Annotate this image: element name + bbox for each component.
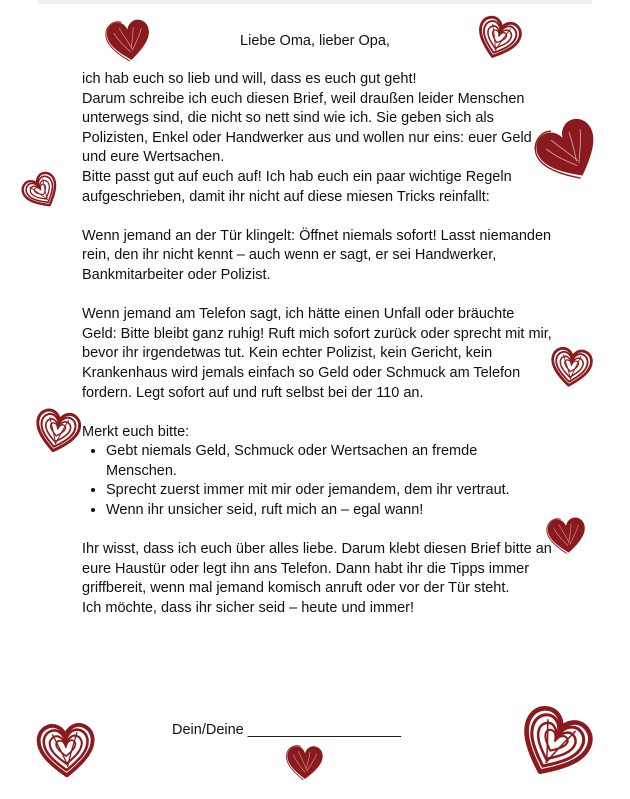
greeting: Liebe Oma, lieber Opa, [240, 33, 390, 49]
signature-line: Dein/Deine ___________________ [172, 722, 401, 738]
closing-line: Ich möchte, dass ihr sicher seid – heute und immer! [82, 600, 415, 617]
list-item: • Gebt niemals Geld, Schmuck oder Wertsachen an fremde Menschen. [106, 442, 552, 481]
heart-doodle-icon [545, 341, 597, 395]
intro-paragraph: ich hab euch so lieb und will, dass es euch gut geht! [82, 71, 417, 87]
heart-doodle-icon [282, 742, 328, 784]
list-item: • Sprecht zuerst immer mit mir oder jemandem, dem ihr vertraut. [106, 481, 552, 501]
heart-doodle-icon [33, 717, 99, 785]
remember-heading: Merkt euch bitte: [82, 423, 190, 440]
letter-body [82, 70, 552, 619]
intro-paragraph: Darum schreibe ich euch diesen Brief, weil draußen leider Menschen unterwegs sind, die nicht so nett sind wie ich. Sie geben sich als Polizisten, Enkel oder Handwerker aus und wollen nur eins: euer Geld und eure Wertsachen. [82, 90, 532, 166]
rule-door-paragraph: Wenn jemand an der Tür klingelt: Öffnet niemals sofort! Lasst niemanden rein, den ihr nicht kennt – auch wenn er sagt, er sei Handwerker, Bankmitarbeiter oder Polizist. [82, 227, 552, 283]
tips-list [82, 442, 552, 520]
list-item: • Wenn ihr unsicher seid, ruft mich an – egal wann! [106, 501, 552, 521]
closing-paragraph: Ihr wisst, dass ich euch über alles liebe. Darum klebt diesen Brief bitte an eure Haustür oder legt ihn ans Telefon. Dann habt ihr die Tipps immer griffbereit, wenn mal jemand komisch anruft oder vor der Tür steht. [82, 541, 552, 597]
rule-phone-paragraph: Wenn jemand am Telefon sagt, ich hätte einen Unfall oder bräuchte Geld: Bitte bleibt ganz ruhig! Ruft mich sofort zurück oder sprecht mit mir, bevor ihr irgendetwas tut. Kein echter Polizist, kein Gericht, kein Krankenhaus wird jemals einfach so Geld oder Schmuck am Telefon fordern. Legt sofort auf und ruft selbst bei der 110 an. [82, 306, 552, 401]
intro-paragraph: Bitte passt gut auf euch auf! Ich hab euch ein paar wichtige Regeln aufgeschrieben, damit ihr nicht auf diese miesen Tricks reinfallt: [82, 168, 512, 205]
page-top-edge [38, 0, 592, 4]
